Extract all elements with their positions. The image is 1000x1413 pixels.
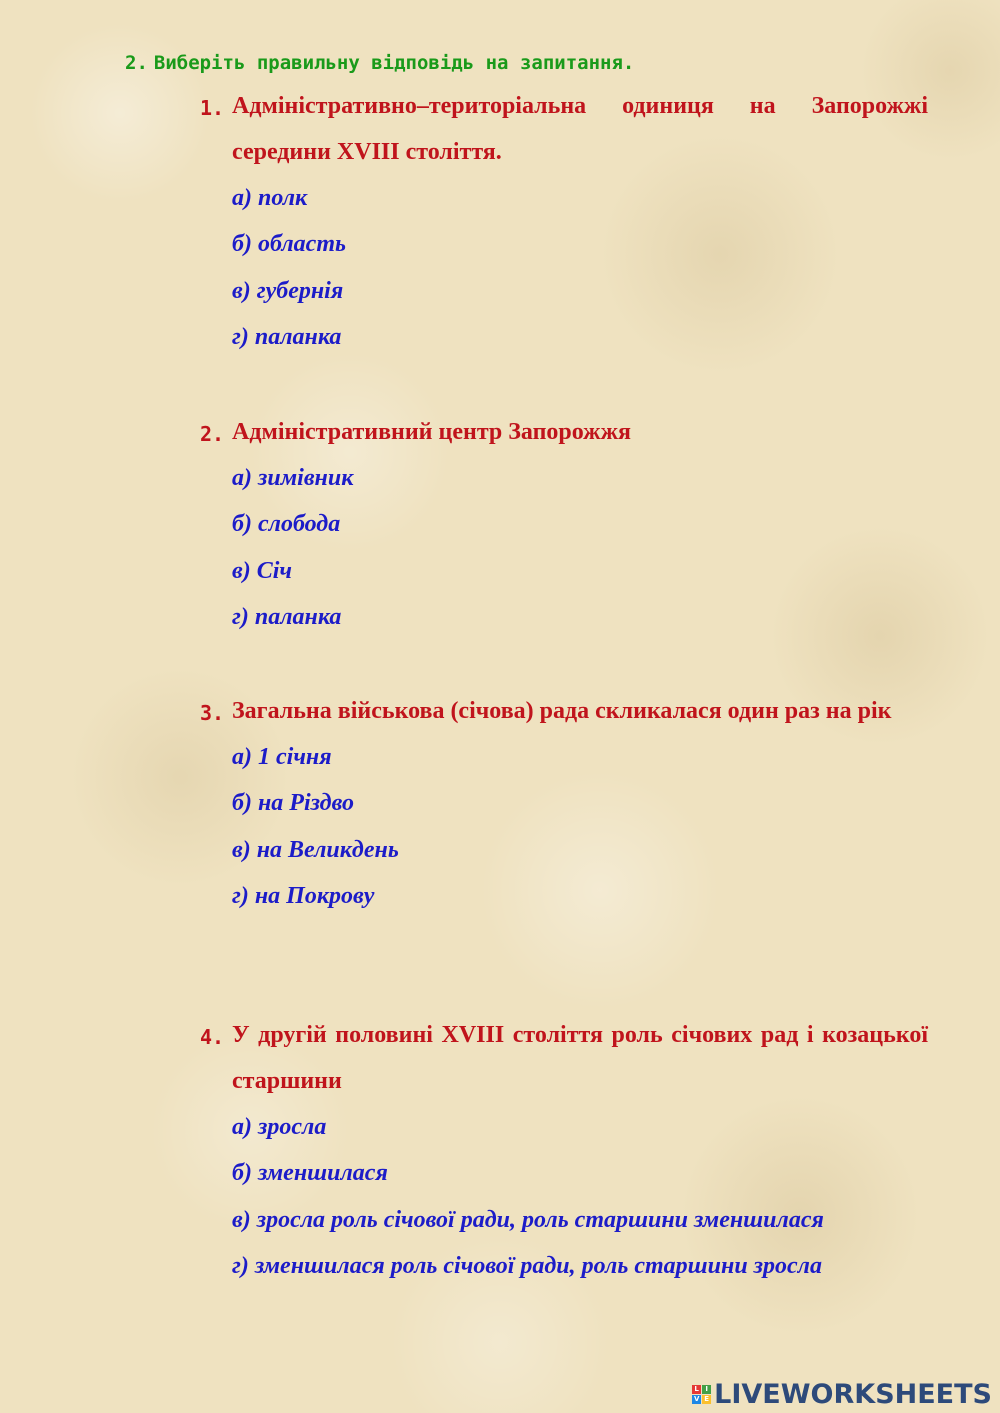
logo-mark-letter: E <box>702 1395 711 1404</box>
option-v[interactable]: в) Січ <box>232 557 292 584</box>
question-1 <box>200 92 928 360</box>
option-b[interactable]: б) область <box>232 231 346 258</box>
logo-mark-letter: V <box>693 1395 700 1403</box>
options-list <box>232 734 928 919</box>
exercise-instruction: Виберіть правильну відповідь на запитання. <box>153 52 635 74</box>
option-g[interactable]: г) зменшилася роль січової ради, роль старшини зросла <box>232 1252 822 1279</box>
option-a[interactable]: а) 1 січня <box>232 744 332 770</box>
option-a[interactable]: а) зросла <box>232 1114 327 1140</box>
logo-text: LIVEWORKSHEETS <box>714 1379 992 1410</box>
option-g[interactable]: г) паланка <box>232 603 342 630</box>
option-g[interactable]: г) паланка <box>232 323 342 350</box>
question-text: У другій половині XVIII століття роль січових рад і козацької старшини <box>232 1022 928 1094</box>
question-4 <box>200 1021 928 1289</box>
options-list <box>232 1104 928 1289</box>
exercise-number: 2. <box>125 52 148 74</box>
logo-mark-letter: L <box>692 1385 701 1394</box>
question-text: Адміністративний центр Запорожжя <box>232 419 631 445</box>
options-list <box>232 455 928 640</box>
exercise-heading <box>125 52 634 74</box>
option-b[interactable]: б) зменшилася <box>232 1160 388 1187</box>
question-number: 1. <box>200 96 225 120</box>
question-text: Адміністративно–територіальна одиниця на Запорожжі середини XVIII століття. <box>232 93 928 165</box>
logo-mark-icon <box>692 1385 711 1404</box>
option-g[interactable]: г) на Покрову <box>232 882 375 909</box>
question-number: 3. <box>200 701 225 725</box>
option-v[interactable]: в) губернія <box>232 277 344 304</box>
question-number: 2. <box>200 422 225 446</box>
question-number: 4. <box>200 1025 225 1049</box>
option-v[interactable]: в) зросла роль січової ради, роль старшини зменшилася <box>232 1206 824 1233</box>
options-list <box>232 175 928 360</box>
option-b[interactable]: б) слобода <box>232 511 341 538</box>
question-3 <box>200 697 928 919</box>
option-a[interactable]: а) зимівник <box>232 465 354 491</box>
liveworksheets-logo <box>692 1379 992 1410</box>
question-text: Загальна військова (січова) рада скликалася один раз на рік <box>232 698 892 724</box>
logo-mark-letter: I <box>702 1385 711 1394</box>
question-2 <box>200 418 928 640</box>
option-b[interactable]: б) на Різдво <box>232 790 354 817</box>
option-a[interactable]: а) полк <box>232 185 308 211</box>
option-v[interactable]: в) на Великдень <box>232 836 399 863</box>
